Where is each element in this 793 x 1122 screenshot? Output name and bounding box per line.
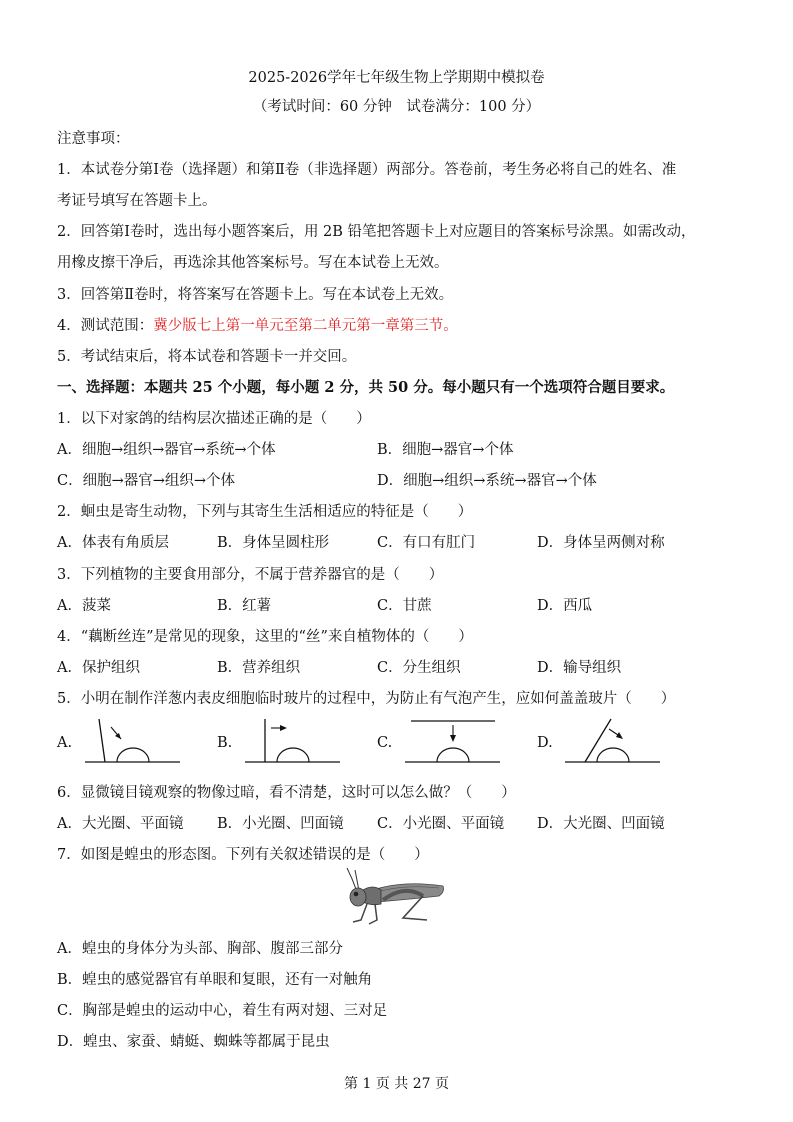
q4-option-c: C．分生组织	[377, 660, 461, 676]
q4-option-b: B．营养组织	[217, 660, 301, 676]
q7-stem: 7．如图是蝗虫的形态图。下列有关叙述错误的是（ ）	[57, 847, 429, 863]
notice-4-prefix: 4．测试范围：	[57, 318, 154, 334]
q4-stem: 4．“藕断丝连”是常见的现象，这里的“丝”来自植物体的（ ）	[57, 629, 473, 645]
notice-3: 3．回答第Ⅱ卷时，将答案写在答题卡上。写在本试卷上无效。	[57, 287, 454, 303]
q5-option-c: C.	[377, 735, 393, 751]
q7-option-c: C．胸部是蝗虫的运动中心，着生有两对翅、三对足	[57, 1003, 388, 1019]
test-range: 冀少版七上第一单元至第二单元第一章第三节。	[153, 318, 458, 334]
q3-stem: 3．下列植物的主要食用部分，不属于营养器官的是（ ）	[57, 567, 444, 583]
q6-option-c: C．小光圈、平面镜	[377, 816, 505, 832]
coverslip-diagram-a	[85, 715, 180, 767]
q7-option-d: D．蝗虫、家蚕、蜻蜓、蜘蛛等都属于昆虫	[57, 1034, 330, 1050]
q1-option-b: B．细胞→器官→个体	[377, 442, 514, 458]
q3-option-d: D．西瓜	[537, 598, 593, 614]
q1-option-c: C．细胞→器官→组织→个体	[57, 473, 236, 489]
section-heading: 一、选择题：本题共 25 个小题，每小题 2 分，共 50 分。每小题只有一个选项符合题目要求。	[57, 379, 675, 396]
q4-option-d: D．输导组织	[537, 660, 622, 676]
q6-option-b: B．小光圈、凹面镜	[217, 816, 344, 832]
notice-2b: 用橡皮擦干净后，再选涂其他答案标号。写在本试卷上无效。	[57, 255, 449, 271]
q5-option-b: B.	[217, 735, 233, 751]
q3-option-b: B．红薯	[217, 598, 272, 614]
q7-option-a: A．蝗虫的身体分为头部、胸部、腹部三部分	[57, 941, 343, 957]
q5-option-d: D.	[537, 735, 553, 751]
q1-option-a: A．细胞→组织→器官→系统→个体	[57, 442, 276, 458]
coverslip-diagram-b	[245, 715, 340, 767]
grasshopper-image	[343, 866, 451, 930]
notice-5: 5．考试结束后，将本试卷和答题卡一并交回。	[57, 349, 357, 365]
q7-option-b: B．蝗虫的感觉器官有单眼和复眼，还有一对触角	[57, 972, 373, 988]
exam-info: （考试时间：60 分钟 试卷满分：100 分）	[252, 99, 541, 115]
q6-option-a: A．大光圈、平面镜	[57, 816, 184, 832]
q1-option-d: D．细胞→组织→系统→器官→个体	[377, 473, 597, 489]
page-number: 第 1 页 共 27 页	[344, 1076, 449, 1092]
notice-1b: 考证号填写在答题卡上。	[57, 193, 217, 209]
q2-option-a: A．体表有角质层	[57, 535, 169, 551]
q2-option-c: C．有口有肛门	[377, 535, 476, 551]
q3-option-c: C．甘蔗	[377, 598, 432, 614]
q2-option-b: B．身体呈圆柱形	[217, 535, 330, 551]
coverslip-diagram-d	[565, 715, 660, 767]
q5-option-a: A.	[57, 735, 73, 751]
q4-option-a: A．保护组织	[57, 660, 140, 676]
coverslip-diagram-c	[405, 715, 500, 767]
notice-1a: 1．本试卷分第Ⅰ卷（选择题）和第Ⅱ卷（非选择题）两部分。答卷前，考生务必将自己的姓名、准	[57, 162, 677, 178]
q5-stem: 5．小明在制作洋葱内表皮细胞临时玻片的过程中，为防止有气泡产生，应如何盖盖玻片（ ）	[57, 691, 676, 707]
notice-4	[57, 314, 458, 335]
q6-stem: 6．显微镜目镜观察的物像过暗，看不清楚，这时可以怎么做？（ ）	[57, 785, 516, 801]
q2-stem: 2．蛔虫是寄生动物，下列与其寄生生活相适应的特征是（ ）	[57, 504, 473, 520]
page-title: 2025-2026学年七年级生物上学期期中模拟卷	[248, 70, 545, 86]
q1-stem: 1．以下对家鸽的结构层次描述正确的是（ ）	[57, 411, 371, 427]
q6-option-d: D．大光圈、凹面镜	[537, 816, 665, 832]
notice-heading: 注意事项：	[57, 131, 130, 147]
q2-option-d: D．身体呈两侧对称	[537, 535, 665, 551]
q3-option-a: A．菠菜	[57, 598, 111, 614]
notice-2a: 2．回答第Ⅰ卷时，选出每小题答案后，用 2B 铅笔把答题卡上对应题目的答案标号涂黑。如需改动，	[57, 224, 696, 240]
